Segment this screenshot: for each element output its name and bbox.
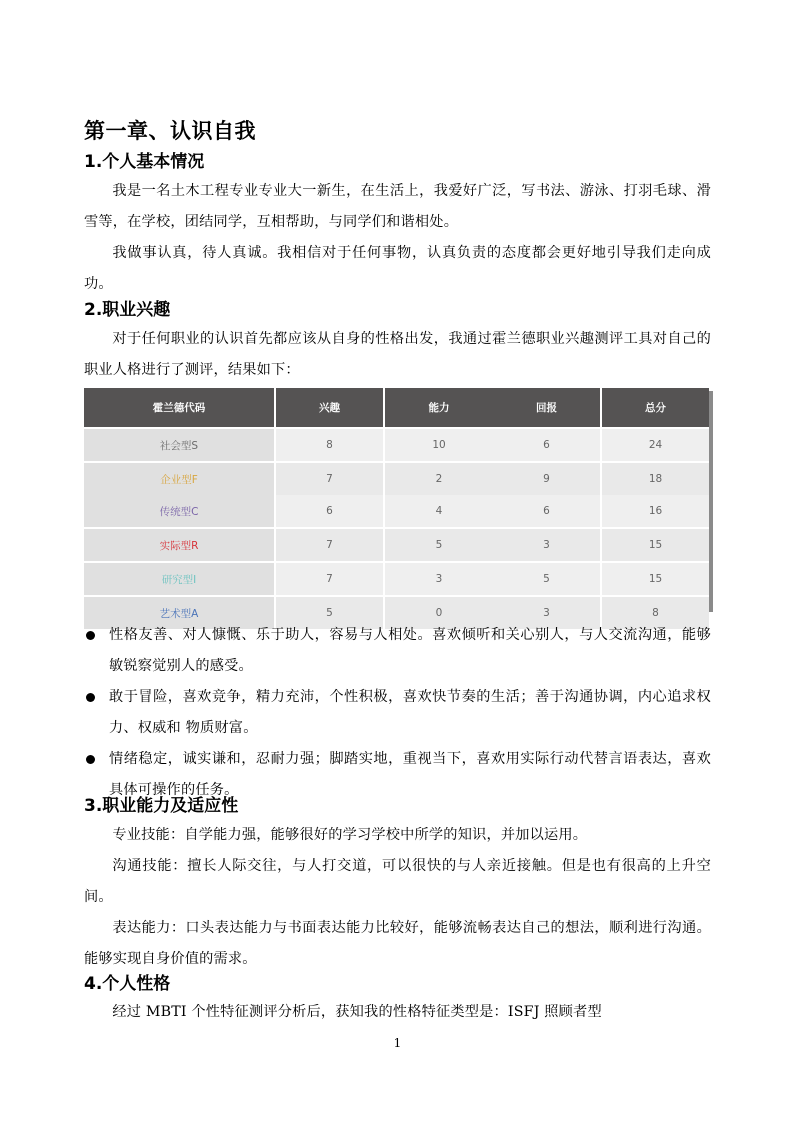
list-item: 情绪稳定，诚实谦和，忍耐力强；脚踏实地，重视当下，喜欢用实际行动代替言语表达，喜欢具体可操作的任务。 xyxy=(84,744,711,806)
list-item: 性格友善、对人慷慨、乐于助人，容易与人相处。喜欢倾听和关心别人，与人交流沟通，能够敏锐察觉别人的感受。 xyxy=(84,620,711,682)
table-row xyxy=(84,562,709,596)
interest-cell: 7 xyxy=(275,528,384,562)
header-total: 总分 xyxy=(601,388,709,428)
type-cell: 实际型R xyxy=(84,528,275,562)
bullet-icon xyxy=(86,693,95,702)
bullet-icon xyxy=(86,631,95,640)
total-cell: 15 xyxy=(601,562,709,596)
header-interest: 兴趣 xyxy=(275,388,384,428)
section-heading-career-ability: 3.职业能力及适应性 xyxy=(84,796,239,816)
interest-cell: 6 xyxy=(275,495,384,528)
paragraph: 表达能力：口头表达能力与书面表达能力比较好，能够流畅表达自己的想法，顺利进行沟通。能够实现自身价值的需求。 xyxy=(84,920,711,967)
reward-cell: 3 xyxy=(493,528,601,562)
reward-cell: 6 xyxy=(493,428,601,462)
total-cell: 18 xyxy=(601,462,709,495)
ability-cell: 4 xyxy=(384,495,493,528)
holland-table xyxy=(84,388,709,620)
paragraph: 我做事认真，待人真诚。我相信对于任何事物，认真负责的态度都会更好地引导我们走向成功。 xyxy=(84,245,711,292)
type-cell: 社会型S xyxy=(84,428,275,462)
ability-cell: 10 xyxy=(384,428,493,462)
bullet-icon xyxy=(86,755,95,764)
page-number: 1 xyxy=(393,1036,402,1050)
trait-bullet-list xyxy=(84,620,711,806)
section-heading-personality: 4.个人性格 xyxy=(84,974,171,994)
reward-cell: 6 xyxy=(493,495,601,528)
type-cell: 企业型F xyxy=(84,462,275,495)
total-cell: 8 xyxy=(601,596,709,629)
list-item: 敢于冒险，喜欢竞争，精力充沛，个性积极，喜欢快节奏的生活；善于沟通协调，内心追求权力、权威和 物质财富。 xyxy=(84,682,711,744)
ability-cell: 5 xyxy=(384,528,493,562)
table-header-row xyxy=(84,388,709,428)
type-cell: 研究型I xyxy=(84,562,275,596)
table-row xyxy=(84,462,709,495)
interest-cell: 7 xyxy=(275,562,384,596)
table-row xyxy=(84,428,709,462)
section-heading-basic-info: 1.个人基本情况 xyxy=(84,152,205,172)
paragraph: 专业技能：自学能力强，能够很好的学习学校中所学的知识，并加以运用。 xyxy=(112,827,588,843)
header-reward: 回报 xyxy=(493,388,601,428)
interest-cell: 5 xyxy=(275,596,384,629)
type-cell: 艺术型A xyxy=(84,596,275,629)
interest-cell: 8 xyxy=(275,428,384,462)
paragraph: 对于任何职业的认识首先都应该从自身的性格出发，我通过霍兰德职业兴趣测评工具对自己的职业人格进行了测评，结果如下： xyxy=(84,331,711,378)
header-ability: 能力 xyxy=(384,388,493,428)
total-cell: 15 xyxy=(601,528,709,562)
type-cell: 传统型C xyxy=(84,495,275,528)
reward-cell: 3 xyxy=(493,596,601,629)
ability-cell: 0 xyxy=(384,596,493,629)
reward-cell: 5 xyxy=(493,562,601,596)
header-holland-code: 霍兰德代码 xyxy=(84,388,275,428)
ability-cell: 2 xyxy=(384,462,493,495)
paragraph: 经过 MBTI 个性特征测评分析后，获知我的性格特征类型是：ISFJ 照顾者型 xyxy=(112,1004,602,1020)
chapter-title: 第一章、认识自我 xyxy=(84,119,256,143)
section-heading-career-interest: 2.职业兴趣 xyxy=(84,300,171,320)
interest-cell: 7 xyxy=(275,462,384,495)
total-cell: 16 xyxy=(601,495,709,528)
paragraph: 沟通技能：擅长人际交往，与人打交道，可以很快的与人亲近接触。但是也有很高的上升空间。 xyxy=(84,858,711,905)
total-cell: 24 xyxy=(601,428,709,462)
paragraph: 我是一名土木工程专业专业大一新生，在生活上，我爱好广泛，写书法、游泳、打羽毛球、滑雪等，在学校，团结同学，互相帮助，与同学们和谐相处。 xyxy=(84,183,711,230)
reward-cell: 9 xyxy=(493,462,601,495)
table-row xyxy=(84,495,709,528)
table-row xyxy=(84,528,709,562)
ability-cell: 3 xyxy=(384,562,493,596)
